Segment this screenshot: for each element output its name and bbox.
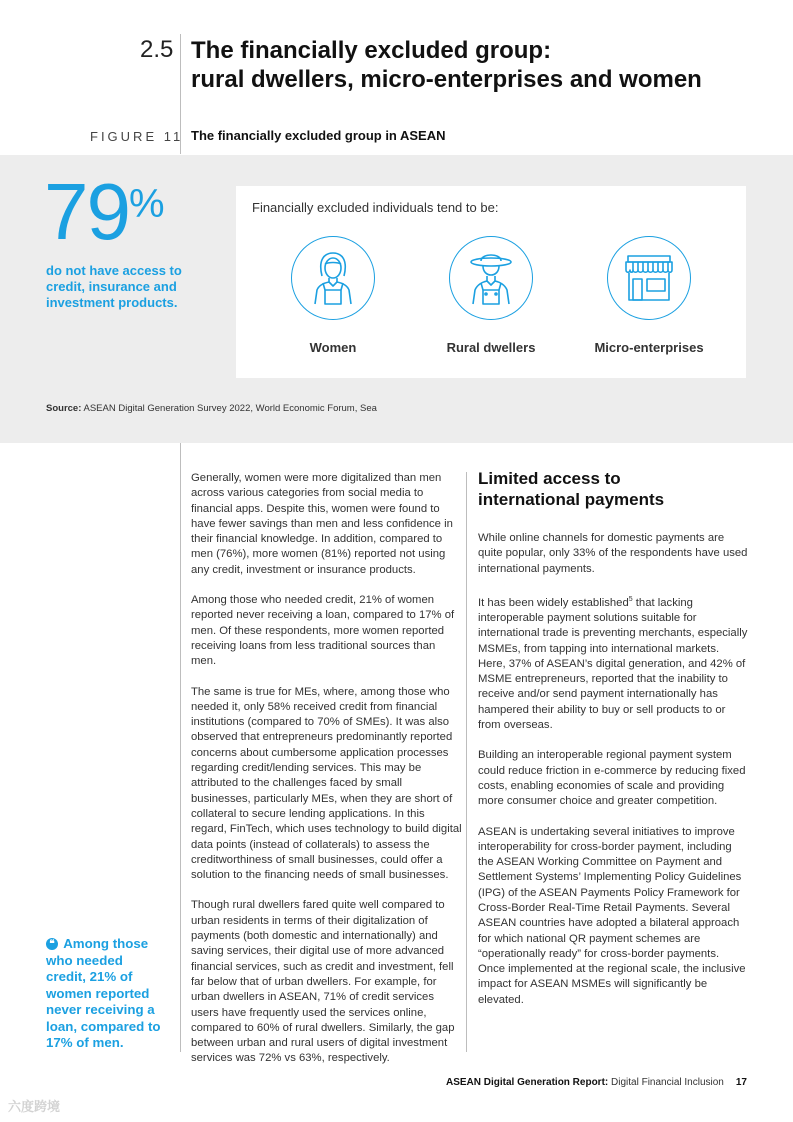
pull-quote-text: Among those who needed credit, 21% of women reported never receiving a loan, compared to 17% of men. (46, 936, 161, 1050)
paragraph: Though rural dwellers fared quite well compared to urban residents in terms of their digitalization of payments (both domestic and internationally) and saving services, their digital use of more advanced financial services, such as credit and investment, fell far below that of urban dwellers. For example, for urban dwellers in ASEAN, 71% of credit services users have frequently used the services online, compared to 60% of rural dwellers. Similarly, the gap between urban and rural users of digital investment services was 72% vs 63%, respectively. (191, 899, 455, 1065)
section-number: 2.5 (140, 36, 174, 63)
paragraph: Building an interoperable regional payment system could reduce friction in e-commerce by reducing fixed costs, enabling economies of scale and providing more consumer choice and greater competition. (478, 749, 746, 808)
source-label: Source: (46, 403, 82, 414)
section-title-line-2: rural dwellers, micro-enterprises and women (191, 66, 702, 93)
section-title-line-1: The financially excluded group: (191, 37, 552, 64)
footer-report-title: ASEAN Digital Generation Report: (446, 1077, 609, 1088)
group-rural-dwellers (421, 236, 561, 355)
farmer-icon (449, 236, 533, 320)
excluded-groups-box (236, 186, 746, 378)
section-title (191, 36, 751, 94)
footnote-marker: 5 (628, 595, 633, 603)
paragraph: ASEAN is undertaking several initiatives to improve interoperability for cross-border payment, including the ASEAN Working Committee on Payment and Settlement Systems’ Implementing Policy Guidelines (IPG) of the ASEAN Payments Policy Framework for Cross-Border Real-Time Retail Payments. Several ASEAN countries have adopted a bilateral approach for which national QR payment schemes are “operationally ready” for cross-border payments. Once implemented at the regional scale, the inclusive impact for ASEAN MSMEs will significantly be elevated. (478, 825, 746, 1006)
paragraph-start: It has been widely established (478, 596, 629, 609)
paragraph-rest: that lacking interoperable payment solutions suitable for international trade is preventing merchants, especially MSMEs, from tapping into international markets. Here, 37% of ASEAN’s digital generation, and 42% of MSME entrepreneurs, reported that the inability to receive and/or send payment internationally has hampered their ability to buy or sell products to or from overseas. (478, 596, 748, 732)
figure-label: FIGURE 11 (90, 129, 184, 144)
big-stat-number: 79 (44, 167, 129, 256)
right-heading-line-2: international payments (478, 490, 665, 509)
figure-title: The financially excluded group in ASEAN (191, 128, 446, 143)
box-intro: Financially excluded individuals tend to be: (252, 200, 499, 215)
paragraph: The same is true for MEs, where, among those who needed it, only 58% received credit from financial institutions (compared to 70% of SMEs). It was also observed that entrepreneurs predominantly reported concerns about cumbersome application processes regarding credit/lending services. This may be attributed to the challenges faced by small businesses, particularly MEs, when they are short of collateral to secure lending applications. In this regard, FinTech, which uses technology to build digital data points (instead of collaterals) to assess the creditworthiness of small businesses, could offer a solution to the financing needs of small businesses. (191, 685, 462, 882)
stat-description: do not have access to credit, insurance and investment products. (46, 263, 182, 310)
page-footer (446, 1077, 747, 1088)
left-column (191, 471, 463, 1082)
right-column (478, 531, 748, 1023)
paragraph: Among those who needed credit, 21% of women reported never receiving a loan, compared to 17% of men. Of these respondents, more women reported receiving loans from less traditional sources than men. (191, 594, 455, 668)
pull-quote (46, 936, 166, 1052)
storefront-icon (607, 236, 691, 320)
woman-icon (291, 236, 375, 320)
paragraph: Generally, women were more digitalized than men across various categories from social media to financial apps. Despite this, women were found to have fewer savings than men and less confidence in their financial knowledge. In addition, compared to men (76%), more women (81%) reported not using any credit, investment or insurance products. (191, 472, 453, 576)
middle-column-divider (466, 472, 467, 1052)
big-stat-unit: % (128, 182, 165, 226)
source-text: ASEAN Digital Generation Survey 2022, World Economic Forum, Sea (83, 403, 377, 414)
group-women (263, 236, 403, 355)
figure-source (46, 403, 377, 414)
right-column-heading (478, 468, 748, 510)
watermark: 六度跨境 (8, 1099, 61, 1114)
big-stat (44, 167, 165, 256)
group-label-micro-enterprises: Micro-enterprises (594, 340, 704, 355)
left-column-divider (180, 443, 181, 1052)
group-label-women: Women (309, 340, 357, 355)
group-label-rural-dwellers: Rural dwellers (446, 340, 536, 355)
footer-report-subtitle: Digital Financial Inclusion (608, 1077, 724, 1088)
paragraph: While online channels for domestic payments are quite popular, only 33% of the respondents have used international payments. (478, 532, 748, 575)
page-number: 17 (735, 1077, 747, 1088)
paragraph (478, 592, 748, 733)
quote-icon: ❝ (46, 938, 58, 950)
group-micro-enterprises (579, 236, 719, 355)
right-heading-line-1: Limited access to (478, 469, 621, 488)
